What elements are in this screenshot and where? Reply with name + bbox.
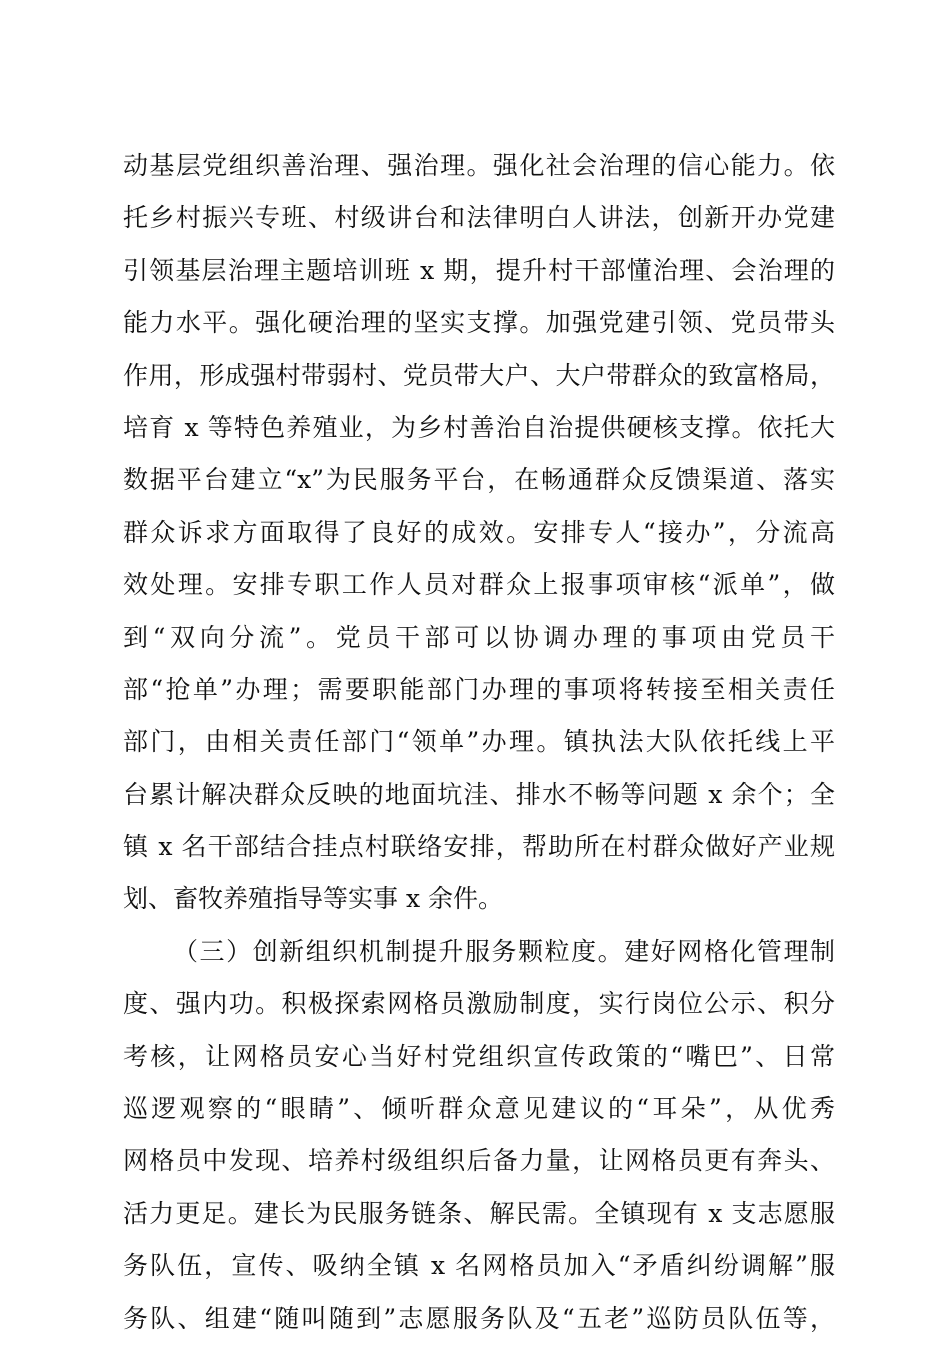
text-line: 部“抢单”办理；需要职能部门办理的事项将转接至相关责任 <box>123 674 835 704</box>
text-line: 考核，让网格员安心当好村党组织宣传政策的“嘴巴”、日常 <box>123 1041 835 1071</box>
text-line: 能力水平。强化硬治理的坚实支撑。加强党建引领、党员带头 <box>123 308 835 338</box>
text-line: 作用，形成强村带弱村、党员带大户、大户带群众的致富格局， <box>123 360 835 390</box>
text-line: 数据平台建立“x”为民服务平台，在畅通群众反馈渠道、落实 <box>123 465 835 495</box>
text-line: 部门，由相关责任部门“领单”办理。镇执法大队依托线上平 <box>123 727 835 757</box>
text-line: 台累计解决群众反映的地面坑洼、排水不畅等问题 x 余个；全 <box>123 779 835 809</box>
text-line: 群众诉求方面取得了良好的成效。安排专人“接办”，分流高 <box>123 517 835 547</box>
text-line: 托乡村振兴专班、村级讲台和法律明白人讲法，创新开办党建 <box>123 203 835 233</box>
body-text <box>123 140 835 1345</box>
text-line: 网格员中发现、培养村级组织后备力量，让网格员更有奔头、 <box>123 1146 835 1176</box>
text-line: 培育 x 等特色养殖业，为乡村善治自治提供硬核支撑。依托大 <box>123 412 835 442</box>
paragraph-end-line: 划、畜牧养殖指导等实事 x 余件。 <box>123 884 503 914</box>
text-line: 活力更足。建长为民服务链条、解民需。全镇现有 x 支志愿服 <box>123 1198 835 1228</box>
text-line: 引领基层治理主题培训班 x 期，提升村干部懂治理、会治理的 <box>123 255 835 285</box>
text-line: 务队伍，宣传、吸纳全镇 x 名网格员加入“矛盾纠纷调解”服 <box>123 1251 835 1281</box>
text-line: 巡逻观察的“眼睛”、倾听群众意见建议的“耳朵”，从优秀 <box>123 1094 835 1124</box>
text-line: 务队、组建“随叫随到”志愿服务队及“五老”巡防员队伍等， <box>123 1303 835 1333</box>
text-line: 到“双向分流”。党员干部可以协调办理的事项由党员干 <box>123 622 835 652</box>
text-line: 效处理。安排专职工作人员对群众上报事项审核“派单”，做 <box>123 570 835 600</box>
text-line: 镇 x 名干部结合挂点村联络安排，帮助所在村群众做好产业规 <box>123 832 835 862</box>
section-heading-line: （三）创新组织机制提升服务颗粒度。建好网格化管理制 <box>173 936 835 966</box>
text-line: 度、强内功。积极探索网格员激励制度，实行岗位公示、积分 <box>123 989 835 1019</box>
text-line: 动基层党组织善治理、强治理。强化社会治理的信心能力。依 <box>123 151 835 180</box>
